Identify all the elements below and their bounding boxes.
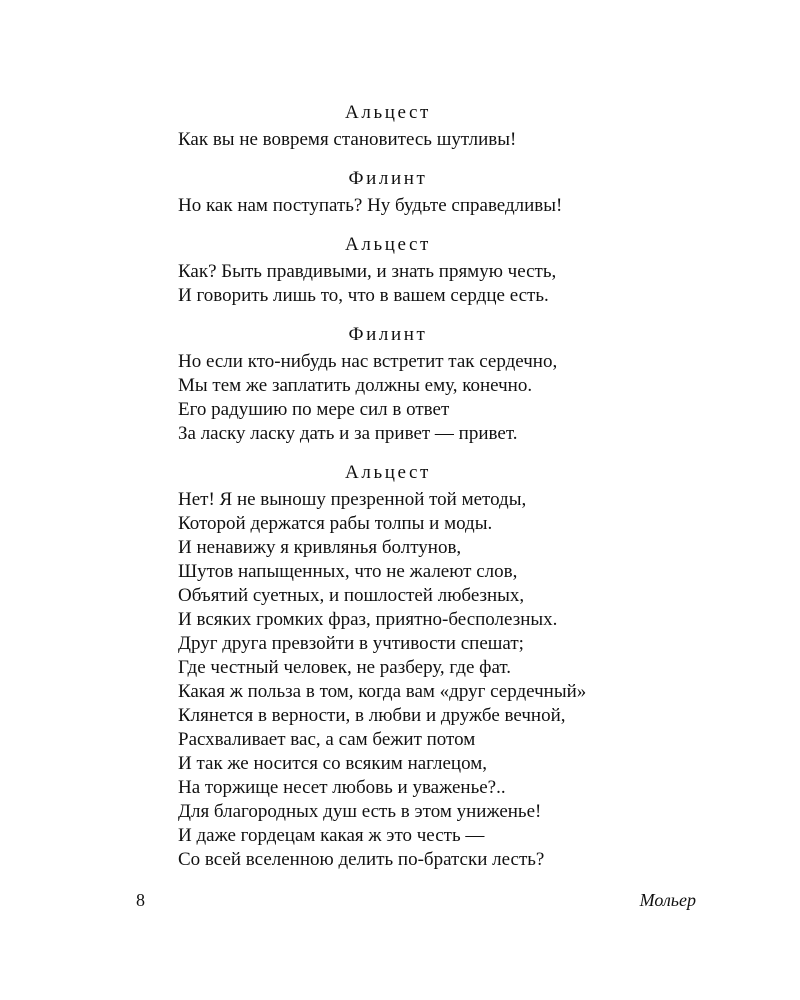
running-footer-author: Мольер	[639, 890, 696, 910]
speaker-name: Альцест	[345, 462, 431, 483]
verse-line: Но если кто-нибудь нас встретит так сердечно,	[178, 351, 558, 372]
verse-line: И даже гордецам какая ж это честь —	[178, 825, 485, 846]
speech-block	[178, 164, 708, 218]
verse-line: На торжище несет любовь и уваженье?..	[178, 777, 506, 798]
verse-line: Как вы не вовремя становитесь шутливы!	[178, 129, 517, 150]
verse-line: Какая ж польза в том, когда вам «друг сердечный»	[178, 681, 587, 702]
page-number: 8	[136, 890, 145, 910]
verse-line: Которой держатся рабы толпы и моды.	[178, 513, 493, 534]
verse-line: За ласку ласку дать и за привет — привет.	[178, 423, 518, 444]
verse-line: Мы тем же заплатить должны ему, конечно.	[178, 375, 533, 396]
verse-line: И ненавижу я кривлянья болтунов,	[178, 537, 462, 558]
verse-line: Где честный человек, не разберу, где фат.	[178, 657, 512, 678]
verse-line: Как? Быть правдивыми, и знать прямую честь,	[178, 261, 557, 282]
speaker-name: Филинт	[348, 168, 428, 189]
verse-line: Со всей вселенною делить по-братски лесть?	[178, 849, 545, 870]
speech-block	[178, 98, 708, 152]
verse-line: Друг друга превзойти в учтивости спешат;	[178, 633, 524, 654]
speech-block	[178, 230, 708, 308]
verse-line: И говорить лишь то, что в вашем сердце есть.	[178, 285, 549, 306]
speech-block	[178, 320, 708, 446]
verse-line: Но как нам поступать? Ну будьте справедливы!	[178, 195, 563, 216]
verse-line: Его радушию по мере сил в ответ	[178, 399, 450, 420]
dialogue-text	[178, 98, 708, 884]
speech-block	[178, 458, 708, 872]
verse-line: Нет! Я не выношу презренной той методы,	[178, 489, 527, 510]
verse-line: И всяких громких фраз, приятно-бесполезных.	[178, 609, 558, 630]
speaker-name: Альцест	[345, 102, 431, 123]
verse-line: Шутов напыщенных, что не жалеют слов,	[178, 561, 518, 582]
verse-line: Расхваливает вас, а сам бежит потом	[178, 729, 476, 750]
verse-line: Клянется в верности, в любви и дружбе вечной,	[178, 705, 566, 726]
verse-line: Для благородных душ есть в этом униженье!	[178, 801, 542, 822]
speaker-name: Альцест	[345, 234, 431, 255]
verse-line: Объятий суетных, и пошлостей любезных,	[178, 585, 525, 606]
verse-line: И так же носится со всяким наглецом,	[178, 753, 487, 774]
speaker-name: Филинт	[348, 324, 428, 345]
